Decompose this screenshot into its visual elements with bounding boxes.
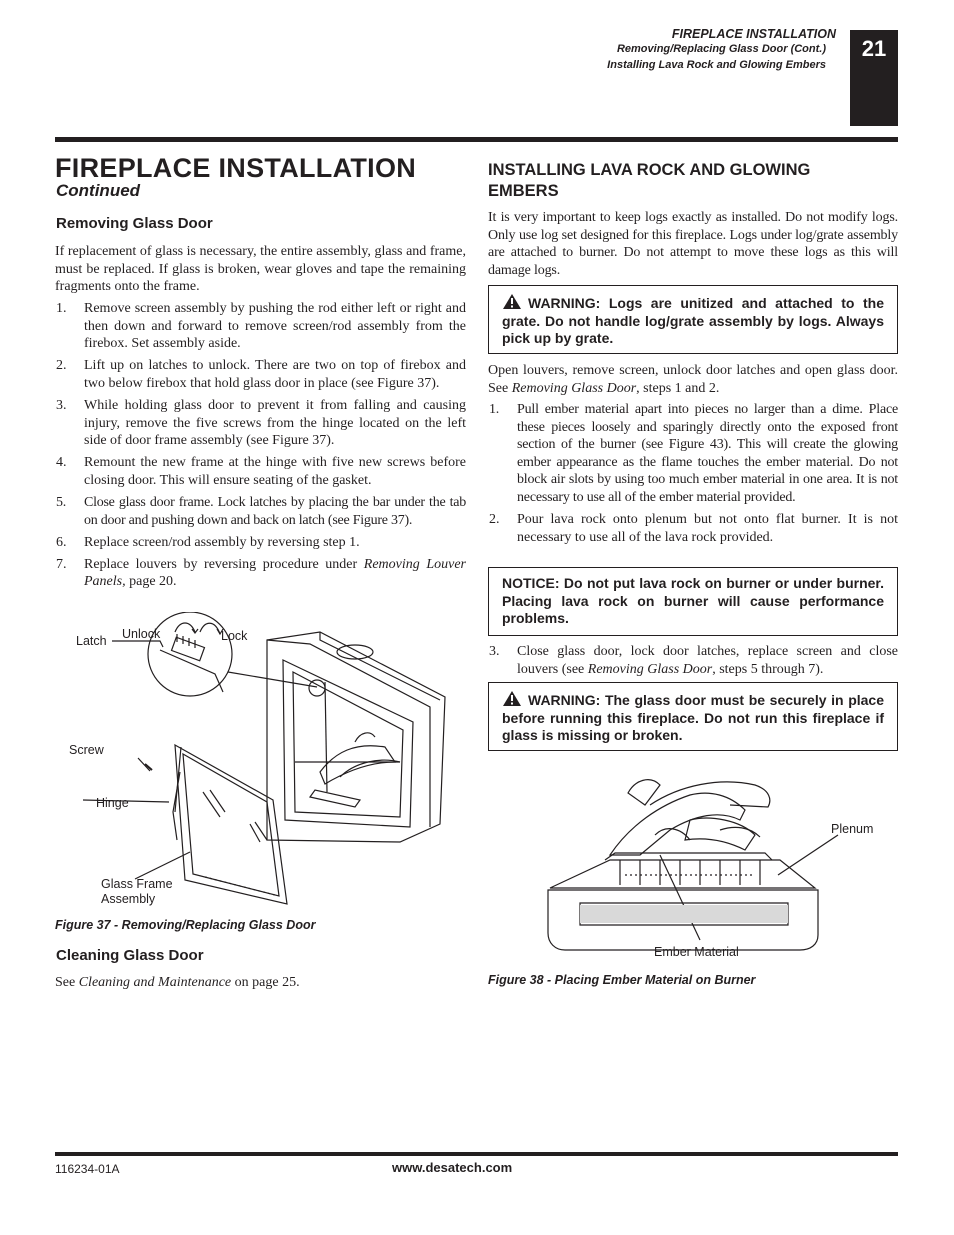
figure37-label-glass-frame: Glass Frame bbox=[101, 877, 173, 891]
figure37-label-hinge: Hinge bbox=[96, 796, 129, 810]
continued-label: Continued bbox=[56, 181, 141, 200]
list-item: 1. Remove screen assembly by pushing the rod either left or right and then down and forward to remove screen/rod assembly from the firebox. Set assembly aside. bbox=[56, 301, 466, 352]
footer-rule bbox=[55, 1152, 898, 1156]
figure37-label-screw: Screw bbox=[69, 743, 104, 757]
figure-37-caption: Figure 37 - Removing/Replacing Glass Door bbox=[55, 918, 316, 932]
list-item: 7. Replace louvers by reversing procedure under Removing Louver Panels, page 20. bbox=[56, 556, 466, 590]
open-louvers-text: Open louvers, remove screen, unlock door latches and open glass door. See Removing Glass Door, steps 1 and 2. bbox=[488, 363, 898, 396]
page-number: 21 bbox=[850, 30, 898, 126]
list-item: 6. Replace screen/rod assembly by reversing step 1. bbox=[56, 534, 360, 550]
ember-step-3 bbox=[488, 643, 898, 683]
list-item: 5. Close glass door frame. Lock latches by placing the bar under the tab on door and pushing down and back on latch (see Figure 37). bbox=[56, 494, 466, 528]
lava-rock-intro: It is very important to keep logs exactly as installed. Do not modify logs. Only use log set designed for this fireplace. Logs under log/grate assembly are attached to burner. Do not attempt to move these logs as this will damage logs. bbox=[488, 210, 898, 278]
notice-box: NOTICE: Do not put lava rock on burner or under burner. Placing lava rock on burner will cause performance problems. bbox=[488, 567, 898, 636]
cleaning-text: See Cleaning and Maintenance on page 25. bbox=[55, 975, 300, 990]
list-item: 3. Close glass door, lock door latches, replace screen and close louvers (see Removing Glass Door, steps 5 through 7). bbox=[489, 644, 898, 677]
figure37-label-lock: Lock bbox=[221, 629, 248, 643]
list-item: 4. Remount the new frame at the hinge with five new screws before closing door. This will ensure seating of the gasket. bbox=[56, 455, 466, 488]
removing-intro: If replacement of glass is necessary, the entire assembly, glass and frame, must be replaced. If glass is broken, wear gloves and tape the remaining fragments onto the frame. bbox=[55, 244, 466, 295]
list-item: 2. Pour lava rock onto plenum but not onto flat burner. It is not necessary to use all of the lava rock provided. bbox=[489, 512, 898, 545]
header-subtitle-2: Installing Lava Rock and Glowing Embers bbox=[607, 59, 826, 71]
figure38-label-ember: Ember Material bbox=[654, 945, 739, 959]
removing-steps bbox=[55, 300, 466, 595]
list-item: 1. Pull ember material apart into pieces no larger than a dime. Place these pieces loosely and sparingly directly onto the exposed front section of the burner (see Figure 43). This will create the glowing ember appearance as the flame touches the ember material. Do not block air slots by using too much ember material in one area. It is not necessary to use all of the ember material provided. bbox=[489, 402, 898, 505]
warning-icon bbox=[502, 293, 522, 310]
header-rule bbox=[55, 137, 898, 142]
removing-glass-door-heading: Removing Glass Door bbox=[56, 215, 213, 232]
warning-box-logs: WARNING: Logs are unitized and attached to the grate. Do not handle log/grate assembly by logs. Always pick up by grate. bbox=[488, 285, 898, 354]
lava-rock-heading: INSTALLING LAVA ROCK AND GLOWING EMBERS bbox=[488, 161, 811, 200]
warning-box-glass: WARNING: The glass door must be securely in place before running this fireplace. Do not run this fireplace if glass is missing or broken. bbox=[488, 682, 898, 751]
ember-steps bbox=[488, 401, 898, 551]
figure-37-illustration bbox=[55, 612, 466, 912]
figure37-label-latch: Latch bbox=[76, 634, 107, 648]
header-subtitle-1: Removing/Replacing Glass Door (Cont.) bbox=[616, 43, 826, 55]
section-title: FIREPLACE INSTALLATION bbox=[55, 153, 417, 183]
figure37-label-unlock: Unlock bbox=[122, 627, 161, 641]
figure37-label-assembly: Assembly bbox=[101, 892, 156, 906]
header-title: FIREPLACE INSTALLATION bbox=[671, 27, 836, 41]
figure-38-caption: Figure 38 - Placing Ember Material on Burner bbox=[488, 973, 756, 987]
list-item: 2. Lift up on latches to unlock. There are two on top of firebox and two below firebox that hold glass door in place (see Figure 37). bbox=[56, 358, 466, 391]
list-item: 3. While holding glass door to prevent it from falling and causing injury, remove the five screws from the hinge located on the left side of door frame assembly (see Figure 37). bbox=[56, 397, 466, 449]
figure-38-illustration bbox=[540, 765, 900, 965]
website-link[interactable]: www.desatech.com bbox=[392, 1160, 513, 1175]
figure38-label-plenum: Plenum bbox=[831, 822, 874, 836]
warning-icon bbox=[502, 690, 522, 707]
part-number: 116234-01A bbox=[55, 1162, 120, 1176]
cleaning-glass-door-heading: Cleaning Glass Door bbox=[56, 947, 204, 964]
